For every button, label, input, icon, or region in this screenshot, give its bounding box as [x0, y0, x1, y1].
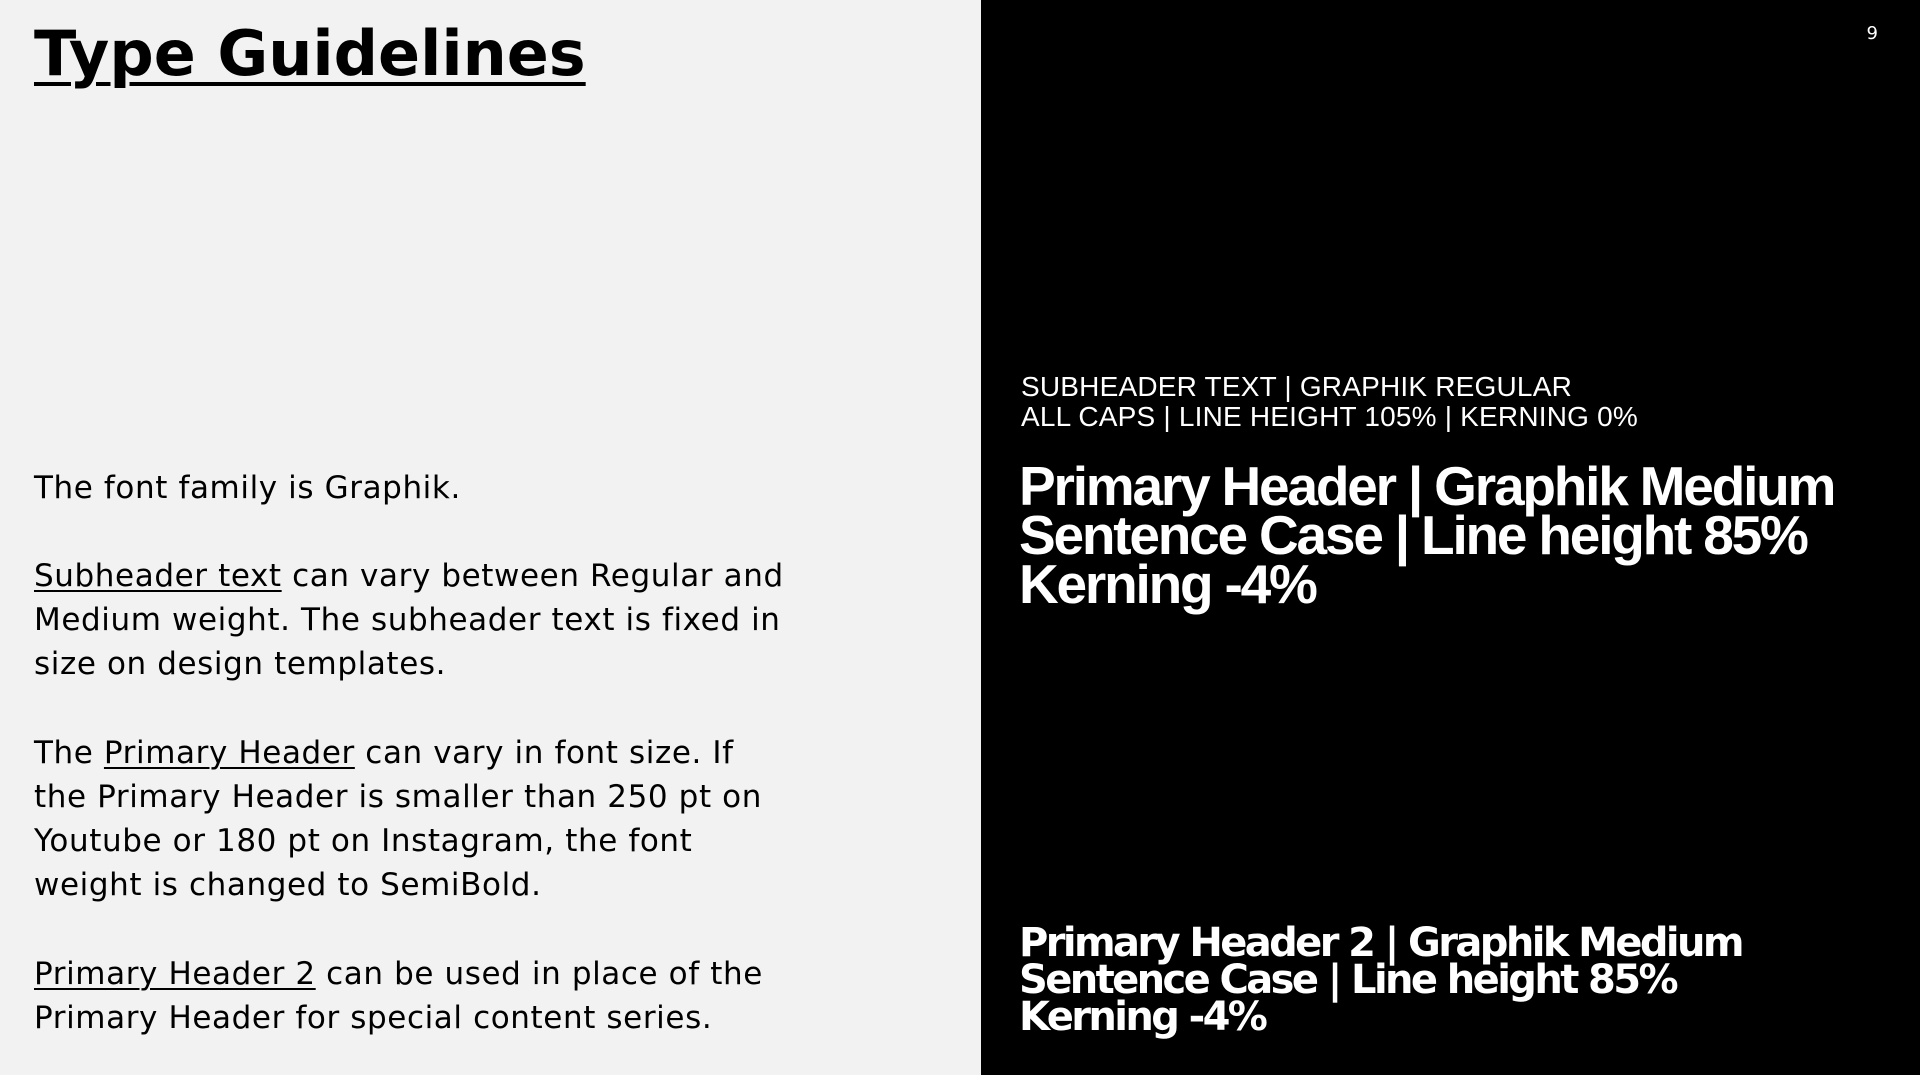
- primary-header-paragraph: [34, 731, 794, 907]
- subheader-paragraph-text: can vary between Regular and Medium weight. The subheader text is fixed in size on design templates.: [34, 558, 784, 682]
- primary-header-2-sample-line-2: Sentence Case | Line height 85%: [1019, 957, 1676, 1003]
- primary-header-sample-line-1: Primary Header | Graphik Medium: [1019, 455, 1835, 517]
- subheader-sample: [1021, 372, 1901, 432]
- font-family-paragraph: The font family is Graphik.: [34, 470, 461, 506]
- subheader-paragraph: [34, 554, 794, 686]
- right-panel: [981, 0, 1920, 1075]
- primary-header-sample: [1019, 455, 1909, 615]
- page-number: 9: [1866, 23, 1878, 44]
- primary-header-2-sample: [1019, 920, 1909, 1040]
- primary-header-sample-line-3: Kerning -4%: [1019, 553, 1316, 615]
- primary-header-2-paragraph: [34, 952, 794, 1040]
- primary-header-2-sample-line-1: Primary Header 2 | Graphik Medium: [1019, 920, 1742, 966]
- primary-header-2-paragraph-text: can be used in place of the Primary Header for special content series.: [34, 956, 763, 1036]
- primary-header-2-link: Primary Header 2: [34, 956, 316, 992]
- subheader-sample-line-1: SUBHEADER TEXT | GRAPHIK REGULAR: [1021, 371, 1572, 402]
- subheader-sample-line-2: ALL CAPS | LINE HEIGHT 105% | KERNING 0%: [1021, 401, 1638, 432]
- subheader-text-link: Subheader text: [34, 558, 282, 594]
- primary-header-paragraph-text: can vary in font size. If the Primary Header is smaller than 250 pt on Youtube or 180 pt on Instagram, the font weight is changed to SemiBold.: [34, 735, 762, 903]
- page-title: Type Guidelines: [34, 17, 586, 90]
- primary-header-paragraph-lead: The: [34, 735, 104, 771]
- primary-header-2-sample-line-3: Kerning -4%: [1019, 994, 1266, 1040]
- primary-header-link: Primary Header: [103, 735, 355, 771]
- primary-header-sample-line-2: Sentence Case | Line height 85%: [1019, 504, 1807, 566]
